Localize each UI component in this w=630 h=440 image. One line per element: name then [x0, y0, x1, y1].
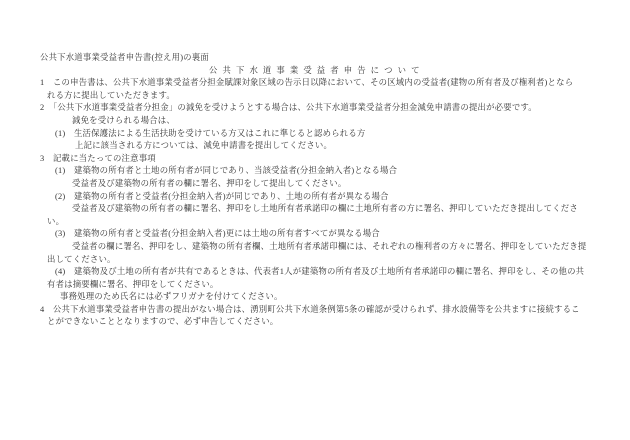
text-line-item3-sub4-note: 事務処理のため氏名には必ずフリガナを付けてください。: [60, 292, 283, 302]
text-line-item3-sub4: (4) 建築物及び土地の所有者が共有であるときは、代表者1人が建築物の所有者及び土地所有者承諾印の欄に署名、押印をし、その他の共: [55, 267, 585, 277]
text-line-item2-sub1: (1) 生活保護法による生活扶助を受けている方又はこれに準じると認められる方: [55, 128, 366, 138]
text-line-item3-sub3-note-cont: 出してください。: [47, 254, 116, 264]
text-line-item4: 4 公共下水道事業受益者申告書の提出がない場合は、湧別町公共下水道条例第5条の確認が受けられず、排水設備等を公共ますに接続するこ: [40, 304, 580, 314]
text-line-item1: 1 この申告書は、公共下水道事業受益者分担金賦課対象区域の告示日以降において、その区域内の受益者(建物の所有者及び権利者)となら: [40, 78, 574, 88]
text-line-item2: 2 「公共下水道事業受益者分担金」の減免を受けようとする場合は、公共下水道事業受益者分担金減免申請書の提出が必要です。: [40, 103, 537, 113]
text-line-item3-sub1-note: 受益者及び建築物の所有者の欄に署名、押印をして提出してください。: [72, 178, 347, 188]
text-line-item1-cont: れる方に提出していただきます。: [47, 90, 175, 100]
text-line-item3-sub4-cont: 有者は摘要欄に署名、押印をしてください。: [47, 279, 219, 289]
text-line-item3-sub2-note-cont: い。: [47, 216, 65, 226]
text-line-item4-cont: とができないこととなりますので、必ず申告してください。: [47, 317, 279, 327]
document-heading: 公 共 下 水 道 事 業 受 益 者 申 告 に つ い て: [209, 65, 421, 75]
text-line-item3-sub2: (2) 建築物の所有者と受益者(分担金納入者)が同じであり、土地の所有者が異なる場合: [55, 191, 389, 201]
text-line-item3: 3 記載に当たっての注意事項: [40, 153, 156, 163]
text-line-item3-sub3: (3) 建築物の所有者と受益者(分担金納入者)更には土地の所有者すべてが異なる場合: [55, 229, 380, 239]
text-line-item3-sub3-note: 受益者の欄に署名、押印をし、建築物の所有者欄、土地所有者承諾印欄には、それぞれの権利者の方々に署名、押印をしていただき提: [72, 241, 587, 251]
text-line-item2-sub1-note: 上記に該当される方については、減免申請書を提出してください。: [75, 141, 333, 151]
text-line-item3-sub2-note: 受益者及び建築物の所有者の欄に署名、押印をし土地所有者承諾印の欄に土地所有者の方に署名、押印していただき提出してくださ: [72, 204, 578, 214]
document-title: 公共下水道事業受益者申告書(控え用)の裏面: [40, 53, 209, 62]
text-line-item2-note: 減免を受けられる場合は、: [72, 115, 175, 125]
text-line-item3-sub1: (1) 建築物の所有者と土地の所有者が同じであり、当該受益者(分担金納入者)となる場合: [55, 166, 398, 176]
